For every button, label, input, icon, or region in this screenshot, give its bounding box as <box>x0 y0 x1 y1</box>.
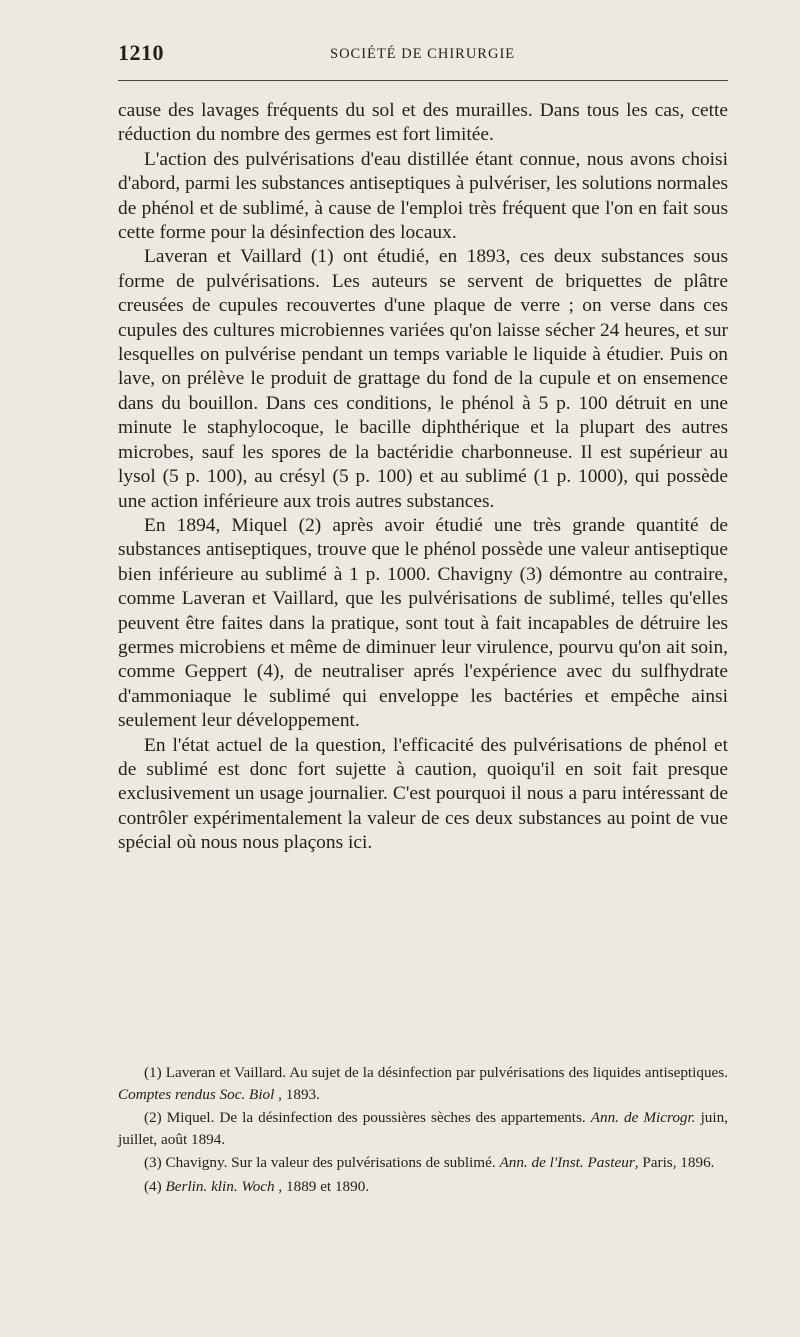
footnote-4 <box>118 1176 728 1198</box>
paragraph: cause des lavages fréquents du sol et des murailles. Dans tous les cas, cette réduction du nombre des germes est fort limitée. <box>118 100 728 146</box>
header-rule <box>118 80 728 81</box>
footnote-tail: juin, juillet, août 1894. <box>118 1109 729 1148</box>
footnote-text: Chavigny. Sur la valeur des pulvérisations de sublimé. <box>165 1154 496 1171</box>
paragraph: L'action des pulvérisations d'eau distillée étant connue, nous avons choisi d'abord, parmi les substances antiseptiques à pulvériser, les solutions normales de phénol et de sublimé, à cause de l'emploi très fréquent que l'on en fait sous cette forme pour la désinfection des locaux. <box>118 148 728 244</box>
footnote-1 <box>118 1062 728 1105</box>
footnote-source: Ann. de l'Inst. Pasteur <box>499 1154 635 1171</box>
footnote-tail: , 1889 et 1890. <box>278 1177 370 1195</box>
footnote-marker: (2) <box>144 1109 162 1126</box>
paragraph: En l'état actuel de la question, l'efficacité des pulvérisations de phénol et de sublimé est donc fort sujette à caution, quoiqu'il en soit fait presque exclusivement un usage journalier. C'est pourquoi il nous a paru intéressant de contrôler expérimentalement la valeur de ces deux substances au point de vue spécial où nous nous plaçons ici. <box>118 734 728 854</box>
footnotes <box>118 1062 728 1199</box>
footnote-source: Comptes rendus Soc. Biol <box>118 1085 275 1103</box>
paragraph: En 1894, Miquel (2) après avoir étudié une très grande quantité de substances antiseptiques, trouve que le phénol possède une valeur antiseptique bien inférieure au sublimé à 1 p. 1000. Chavigny (3) démontre au contraire, comme Laveran et Vaillard, que les pulvérisations de sublimé, telles qu'elles peuvent être faites dans la pratique, sont tout à fait incapables de détruire les germes microbiens et même de diminuer leur virulence, pourvu qu'on ait soin, comme Geppert (4), de neutraliser aprés l'expérience avec du sulfhydrate d'ammoniaque le sublimé qui enveloppe les bactéries et empêche ainsi seulement leur développement. <box>118 514 728 732</box>
paragraph: Laveran et Vaillard (1) ont étudié, en 1893, ces deux substances sous forme de pulvérisations. Les auteurs se servent de briquettes de plâtre creusées de cupules recouvertes d'une plaque de verre ; on verse dans ces cupules des cultures microbiennes variées qu'on laisse sécher 24 heures, et sur lesquelles on pulvérise pendant un temps variable le liquide à étudier. Puis on lave, on prélève le produit de grattage du fond de la cupule et on ensemence dans du bouillon. Dans ces conditions, le phénol à 5 p. 100 détruit en une minute le staphylocoque, le bacille diphthérique et la plupart des autres microbes, sauf les spores de la bactéridie charbonneuse. Il est supérieur au lysol (5 p. 100), au crésyl (5 p. 100) et au sublimé (1 p. 1000), qui possède une action inférieure aux trois autres substances. <box>118 246 728 512</box>
footnote-tail: , Paris, 1896. <box>634 1154 715 1171</box>
body-text <box>118 99 728 856</box>
footnote-text: Laveran et Vaillard. Au sujet de la désinfection par pulvérisations des liquides antiseptiques. <box>165 1064 729 1081</box>
footnote-tail: , 1893. <box>278 1085 320 1103</box>
footnote-source: Berlin. klin. Woch <box>165 1177 275 1195</box>
footnote-marker: (1) <box>144 1064 162 1081</box>
footnote-text: Miquel. De la désinfection des poussières sèches des appartements. <box>166 1109 586 1126</box>
running-title: SOCIÉTÉ DE CHIRURGIE <box>330 46 516 62</box>
footnote-source: Ann. de Microgr. <box>590 1109 696 1126</box>
footnote-2 <box>118 1107 728 1150</box>
footnote-3 <box>118 1152 728 1174</box>
page-number: 1210 <box>118 40 164 65</box>
footnote-marker: (3) <box>144 1154 162 1171</box>
page-header <box>118 40 728 70</box>
footnote-marker: (4) <box>144 1177 162 1195</box>
